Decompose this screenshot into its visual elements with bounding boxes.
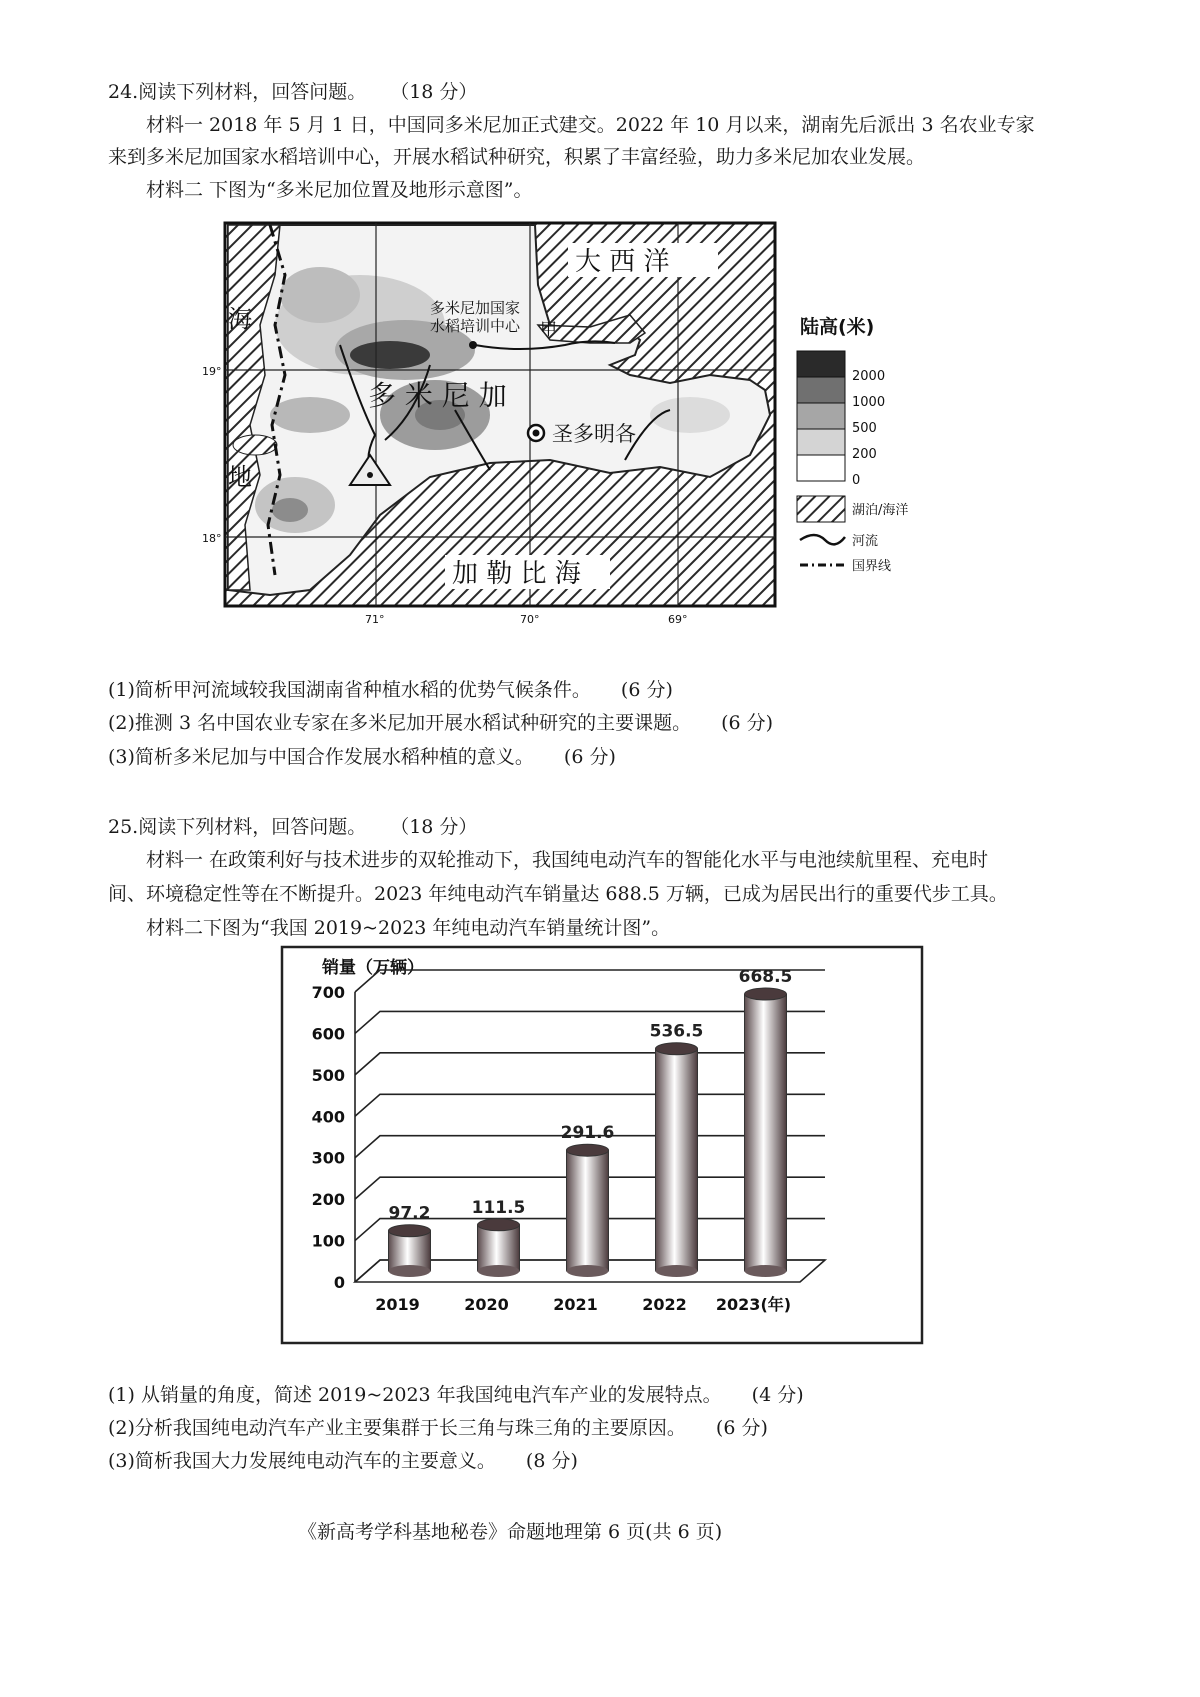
q24-item-1-text: (1)简析甲河流域较我国湖南省种植水稻的优势气候条件。 xyxy=(108,679,591,701)
chart-bar-top xyxy=(389,1225,431,1237)
chart-bar-top xyxy=(567,1144,609,1156)
chart-bar xyxy=(656,1049,698,1271)
q24-title-row xyxy=(108,80,477,104)
q24-score: （18 分） xyxy=(390,81,478,103)
chart-bar xyxy=(567,1150,609,1271)
q25-title: 25.阅读下列材料，回答问题。 xyxy=(108,816,367,838)
q25-item-3 xyxy=(108,1449,578,1473)
training-center-label-1: 多米尼加国家 xyxy=(430,299,521,317)
q25-material1-line2: 间、环境稳定性等在不断提升。2023 年纯电动汽车销量达 688.5 万辆，已成为居民出行的重要代步工具。 xyxy=(108,883,1008,905)
atlantic-label: 大 西 洋 xyxy=(575,247,670,277)
training-center-label-2: 水稻培训中心 xyxy=(430,317,521,335)
chart-bar xyxy=(745,994,787,1271)
training-center-marker xyxy=(469,341,477,349)
chart-x-tick-label: 2020 xyxy=(464,1295,509,1314)
legend-river: 河流 xyxy=(852,534,879,549)
legend-value-0: 0 xyxy=(852,473,861,488)
chart-x-tick-label: 2019 xyxy=(375,1295,420,1314)
q25-item-3-score: (8 分) xyxy=(525,1450,578,1472)
q25-item-1 xyxy=(108,1383,804,1407)
chart-x-tick-label: 2023(年) xyxy=(715,1295,792,1314)
q25-item-2-text: (2)分析我国纯电动汽车产业主要集群于长三角与珠三角的主要原因。 xyxy=(108,1417,686,1439)
chart-y-tick-label: 500 xyxy=(311,1065,345,1085)
sea-label-west-2: 地 xyxy=(228,463,252,491)
capital-label: 圣多明各 xyxy=(552,422,636,446)
lon-71-label: 71° xyxy=(365,613,385,626)
legend-title: 陆高(米) xyxy=(800,316,875,338)
chart-data-label: 291.6 xyxy=(560,1123,615,1144)
chart-bar-top xyxy=(656,1043,698,1055)
dominican-map-figure xyxy=(190,215,990,665)
q24-material1-line1: 材料一 2018 年 5 月 1 日，中国同多米尼加正式建交。2022 年 10 月以来，湖南先后派出 3 名农业专家 xyxy=(146,114,1035,136)
chart-y-tick-label: 400 xyxy=(311,1107,345,1127)
q24-material1-line2: 来到多米尼加国家水稻培训中心，开展水稻试种研究，积累了丰富经验，助力多米尼加农业发展。 xyxy=(108,146,926,168)
q24-item-2 xyxy=(108,711,773,735)
chart-bar-top xyxy=(745,988,787,1000)
map-legend xyxy=(797,315,908,574)
lon-70-label: 70° xyxy=(520,613,540,626)
river-jia-label: 甲 xyxy=(540,320,557,340)
q25-material2: 材料二下图为“我国 2019~2023 年纯电动汽车销量统计图”。 xyxy=(146,917,671,939)
chart-y-tick-label: 0 xyxy=(333,1273,345,1292)
chart-y-tick-label: 200 xyxy=(311,1190,345,1210)
chart-data-label: 536.5 xyxy=(649,1021,704,1042)
lon-69-label: 69° xyxy=(668,613,688,626)
q25-item-1-text: (1) 从销量的角度，简述 2019~2023 年我国纯电汽车产业的发展特点。 xyxy=(108,1384,722,1406)
q24-item-3-score: (6 分) xyxy=(563,746,616,768)
q24-item-3-text: (3)简析多米尼加与中国合作发展水稻种植的意义。 xyxy=(108,746,534,768)
q25-material1-line1: 材料一 在政策利好与技术进步的双轮推动下，我国纯电动汽车的智能化水平与电池续航里程、充电时 xyxy=(146,849,989,871)
q24-material2: 材料二 下图为“多米尼加位置及地形示意图”。 xyxy=(146,179,533,201)
q25-score: （18 分） xyxy=(390,816,478,838)
legend-value-500: 500 xyxy=(852,421,877,436)
chart-x-tick-label: 2021 xyxy=(553,1295,598,1314)
chart-y-tick-label: 700 xyxy=(311,983,345,1002)
chart-data-label: 668.5 xyxy=(738,967,793,988)
country-label: 多 米 尼 加 xyxy=(368,379,507,412)
chart-y-tick-label: 300 xyxy=(311,1148,345,1168)
q24-item-1 xyxy=(108,678,673,702)
legend-border: 国界线 xyxy=(852,559,892,574)
legend-value-200: 200 xyxy=(852,447,877,462)
chart-data-label: 111.5 xyxy=(471,1197,526,1218)
chart-y-tick-label: 600 xyxy=(311,1024,345,1044)
page-footer: 《新高考学科基地秘卷》命题地理第 6 页(共 6 页) xyxy=(298,1521,723,1543)
q24-item-2-score: (6 分) xyxy=(721,712,774,734)
legend-value-1000: 1000 xyxy=(852,395,886,410)
legend-value-2000: 2000 xyxy=(852,369,886,384)
chart-data-label: 97.2 xyxy=(388,1203,431,1224)
q25-item-3-text: (3)简析我国大力发展纯电动汽车的主要意义。 xyxy=(108,1450,496,1472)
lat-18-label: 18° xyxy=(202,532,222,545)
q25-title-row xyxy=(108,815,477,839)
legend-lake: 湖泊/海洋 xyxy=(852,503,909,518)
q24-title: 24.阅读下列材料，回答问题。 xyxy=(108,81,367,103)
sea-label-west-1: 海 xyxy=(228,305,252,333)
q25-item-2-score: (6 分) xyxy=(715,1417,768,1439)
q24-item-1-score: (6 分) xyxy=(620,679,673,701)
chart-bar-top xyxy=(478,1219,520,1231)
lat-19-label: 19° xyxy=(202,365,222,378)
caribbean-label: 加 勒 比 海 xyxy=(452,559,581,589)
q24-item-3 xyxy=(108,745,616,769)
ev-sales-chart xyxy=(280,945,925,1345)
q24-item-2-text: (2)推测 3 名中国农业专家在多米尼加开展水稻试种研究的主要课题。 xyxy=(108,712,692,734)
chart-x-tick-label: 2022 xyxy=(642,1295,687,1314)
q25-item-2 xyxy=(108,1416,768,1440)
chart-bar xyxy=(478,1225,520,1271)
q25-item-1-score: (4 分) xyxy=(751,1384,804,1406)
chart-y-tick-label: 100 xyxy=(311,1231,345,1251)
chart-y-axis-title: 销量（万辆） xyxy=(322,958,424,978)
